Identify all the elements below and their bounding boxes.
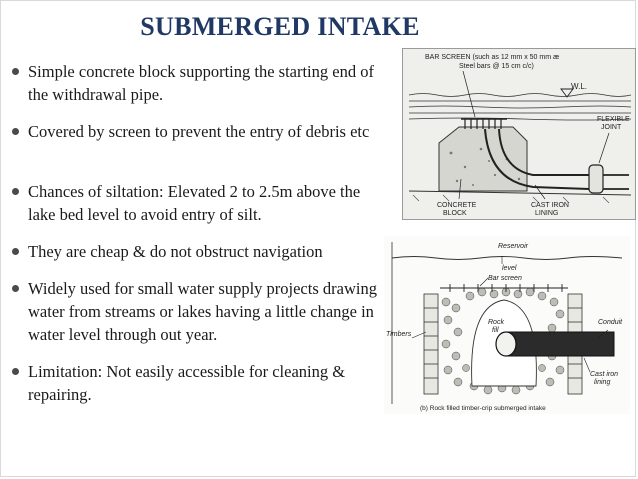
bullet-dot-icon [12, 285, 19, 292]
bullet-dot-icon [12, 248, 19, 255]
bullet-text: Simple concrete block supporting the starting end of the withdrawal pipe. [28, 62, 374, 104]
lining-label: LINING [535, 210, 559, 217]
bullet-dot-icon [12, 188, 19, 195]
bullet-text: Covered by screen to prevent the entry of debris etc [28, 122, 370, 141]
level-label: level [502, 265, 517, 272]
reservoir-label: Reservoir [498, 243, 528, 250]
wl-label: W.L. [571, 82, 588, 91]
slide-title: SUBMERGED INTAKE [140, 12, 420, 41]
bullet-dot-icon [12, 68, 19, 75]
bullet-item [8, 240, 388, 263]
bullet-text: Widely used for small water supply projects drawing water from streams or lakes having a little change in water level through out year. [28, 279, 377, 344]
rock-label: Rock [488, 319, 504, 326]
fill-label: fill [492, 327, 499, 334]
bullet-text: Limitation: Not easily accessible for cleaning & repairing. [28, 362, 346, 404]
timber-crib-drawing [384, 236, 630, 414]
block-label: BLOCK [443, 210, 467, 217]
joint-label: JOINT [601, 124, 622, 131]
bullet-text: Chances of siltation: Elevated 2 to 2.5m above the lake bed level to avoid entry of silt. [28, 182, 361, 224]
bullet-list [8, 60, 388, 406]
bullet-item [8, 277, 388, 346]
bullet-item [8, 60, 388, 106]
lining-label-2: lining [594, 379, 611, 386]
figure-caption: (b) Rock filled timber-crip submerged intake [420, 405, 546, 412]
bar-screen-label: BAR SCREEN (such as 12 mm x 50 mm æ [425, 54, 560, 61]
bullet-item [8, 360, 388, 406]
concrete-label: CONCRETE [437, 202, 477, 209]
cast-iron-label: CAST IRON [531, 202, 569, 209]
timber-crib-intake-figure [384, 236, 630, 414]
intake-section-figure [402, 48, 636, 220]
bullet-text: They are cheap & do not obstruct navigation [28, 242, 323, 261]
intake-section-drawing [403, 49, 635, 219]
bullet-item [8, 180, 388, 226]
timbers-label: Timbers [386, 331, 412, 338]
bar-screen-label-2: Bar screen [488, 275, 522, 282]
bullet-item [8, 120, 388, 166]
conduit-label: Conduit [598, 319, 623, 326]
steel-bars-label: Steel bars @ 15 cm c/c) [459, 63, 534, 70]
bullet-dot-icon [12, 128, 19, 135]
bullet-dot-icon [12, 368, 19, 375]
flexible-label: FLEXIBLE [597, 116, 630, 123]
cast-iron-label-2: Cast iron [590, 371, 619, 378]
